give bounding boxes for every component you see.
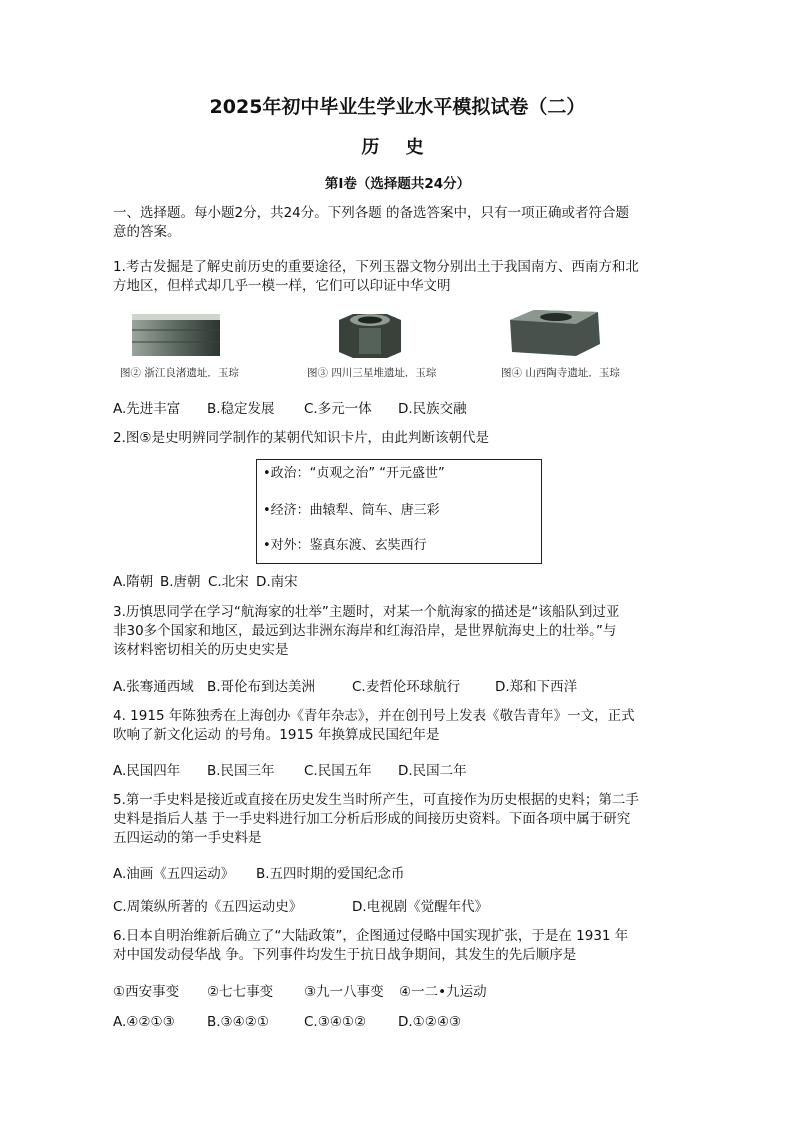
q3-stem-line3: 该材料密切相关的历史史实是: [113, 642, 289, 658]
q5-stem-line1: 5.第一手史料是接近或直接在历史发生当时所产生，可直接作为历史根据的史料；第二手: [113, 792, 639, 808]
q2-option-a[interactable]: A.隋朝: [113, 574, 154, 590]
q6-option-b[interactable]: B.③④②①: [207, 1014, 269, 1030]
q6-option-c[interactable]: C.③④①②: [304, 1014, 367, 1030]
q3-option-c[interactable]: C.麦哲伦环球航行: [352, 679, 461, 695]
card-politics: •政治：“贞观之治” “开元盛世”: [263, 466, 445, 481]
section-instruction-line2: 意的答案。: [113, 224, 181, 240]
q6-event-3: ③九一八事变: [304, 984, 384, 1000]
exam-title: 2025年初中毕业生学业水平模拟试卷（二）: [209, 96, 586, 118]
q3-stem-line2: 非30多个国家和地区，最远到达非洲东海岸和红海沿岸，是世界航海史上的壮举。”与: [113, 623, 617, 639]
q1-option-c[interactable]: C.多元一体: [304, 401, 372, 417]
jade-cong-figure-4: [504, 304, 604, 360]
q2-option-c[interactable]: C.北宋: [208, 574, 249, 590]
q1-stem-line1: 1.考古发掘是了解史前历史的重要途径，下列玉器文物分别出土于我国南方、西南方和北: [113, 259, 639, 275]
q4-option-d[interactable]: D.民国二年: [398, 763, 467, 779]
card-economy: •经济：曲辕犁、筒车、唐三彩: [263, 503, 440, 518]
q5-option-d[interactable]: D.电视剧《觉醒年代》: [352, 899, 489, 915]
q6-option-a[interactable]: A.④②①③: [113, 1014, 175, 1030]
q6-event-2: ②七七事变: [207, 984, 274, 1000]
subject-title: 历 史: [361, 137, 434, 158]
q4-option-b[interactable]: B.民国三年: [207, 763, 275, 779]
q5-option-c[interactable]: C.周策纵所著的《五四运动史》: [113, 899, 303, 915]
q3-stem-line1: 3.历慎思同学在学习“航海家的壮举”主题时，对某一个航海家的描述是“该船队到过亚: [113, 604, 620, 620]
q1-option-b[interactable]: B.稳定发展: [207, 401, 275, 417]
q5-stem-line3: 五四运动的第一手史料是: [113, 830, 262, 846]
jade-cong-figure-3: [333, 308, 407, 362]
section-instruction-line1: 一、选择题。每小题2分，共24分。下列各题 的备选答案中，只有一项正确或者符合题: [113, 205, 630, 221]
q2-option-b[interactable]: B.唐朝: [160, 574, 201, 590]
q6-event-1: ①西安事变: [113, 984, 180, 1000]
q6-option-d[interactable]: D.①②④③: [398, 1014, 462, 1030]
q5-option-b[interactable]: B.五四时期的爱国纪念币: [256, 866, 405, 882]
q5-stem-line2: 史料是指后人基 于一手史料进行加工分析后形成的间接历史资料。下面各项中属于研究: [113, 811, 631, 827]
q1-option-a[interactable]: A.先进丰富: [113, 401, 181, 417]
card-foreign: •对外：鉴真东渡、玄奘西行: [263, 538, 427, 553]
figure-2-caption: 图② 浙江良渚遗址．玉琮: [120, 367, 239, 379]
q6-event-4: ④一二•九运动: [399, 984, 487, 1000]
q3-option-d[interactable]: D.郑和下西洋: [495, 679, 578, 695]
part-heading: 第Ⅰ卷（选择题共24分）: [324, 176, 471, 192]
q4-stem-line2: 吹响了新文化运动 的号角。1915 年换算成民国纪年是: [113, 727, 440, 743]
q3-option-b[interactable]: B.哥伦布到达美洲: [207, 679, 316, 695]
q5-option-a[interactable]: A.油画《五四运动》: [113, 866, 235, 882]
q4-stem-line1: 4. 1915 年陈独秀在上海创办《青年杂志》，并在创刊号上发表《敬告青年》一文，正式: [113, 708, 635, 724]
jade-cong-figure-2: [128, 310, 224, 362]
q6-stem-line1: 6.日本自明治维新后确立了“大陆政策”，企图通过侵略中国实现扩张，于是在 1931 年: [113, 928, 629, 944]
knowledge-card: [256, 459, 542, 564]
q4-option-a[interactable]: A.民国四年: [113, 763, 181, 779]
q6-stem-line2: 对中国发动侵华战 争。下列事件均发生于抗日战争期间，其发生的先后顺序是: [113, 947, 577, 963]
q2-stem: 2.图⑤是史明辨同学制作的某朝代知识卡片，由此判断该朝代是: [113, 430, 489, 446]
q1-option-d[interactable]: D.民族交融: [398, 401, 467, 417]
figure-4-caption: 图④ 山西陶寺遗址．玉琮: [501, 367, 620, 379]
q4-option-c[interactable]: C.民国五年: [304, 763, 372, 779]
q2-option-d[interactable]: D.南宋: [256, 574, 298, 590]
q1-stem-line2: 方地区，但样式却几乎一模一样，它们可以印证中华文明: [113, 278, 451, 294]
figure-3-caption: 图③ 四川三星堆遗址．玉琮: [307, 367, 437, 379]
q3-option-a[interactable]: A.张骞通西域: [113, 679, 194, 695]
